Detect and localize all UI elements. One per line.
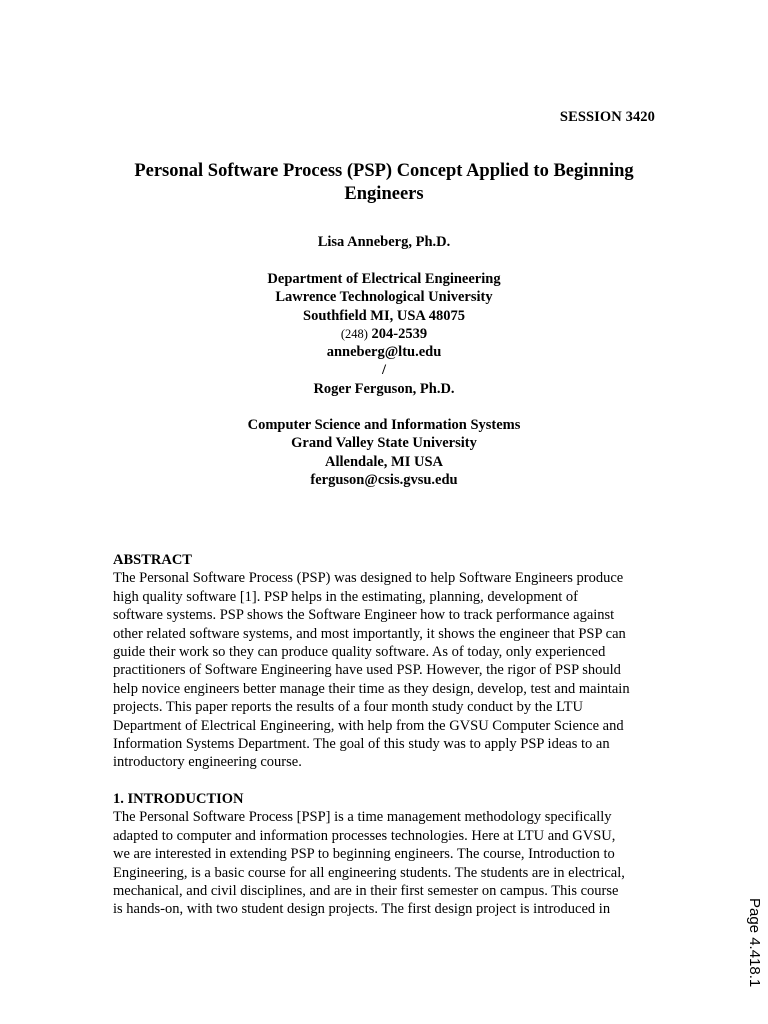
author-2-name: Roger Ferguson, Ph.D.	[313, 380, 455, 397]
author-1-name: Lisa Anneberg, Ph.D.	[317, 234, 451, 250]
author-separator: /	[381, 362, 387, 379]
session-label: SESSION 3420	[559, 109, 655, 125]
abstract-line: projects. This paper reports the results of a four month study conduct by the LTU	[113, 699, 583, 716]
introduction-heading: 1. INTRODUCTION	[113, 791, 244, 807]
author-2-email: ferguson@csis.gvsu.edu	[310, 471, 458, 488]
abstract-heading: ABSTRACT	[113, 552, 192, 568]
author-2-department: Computer Science and Information Systems	[247, 417, 521, 433]
author-2-location: Allendale, MI USA	[324, 453, 444, 470]
author-1-email: anneberg@ltu.edu	[326, 344, 442, 361]
introduction-section	[113, 790, 658, 919]
abstract-line: The Personal Software Process (PSP) was designed to help Software Engineers produce	[113, 570, 624, 587]
abstract-line: guide their work so they can produce quality software. As of today, only experienced	[113, 644, 606, 661]
introduction-line: Engineering, is a basic course for all engineering students. The students are in electrical,	[113, 864, 625, 881]
abstract-line: high quality software [1]. PSP helps in the estimating, planning, development of	[113, 588, 579, 605]
author-1-name-block	[100, 233, 668, 251]
abstract-section	[113, 551, 658, 772]
abstract-line: other related software systems, and most importantly, it shows the engineer that PSP can	[113, 625, 626, 642]
abstract-line: introductory engineering course.	[113, 754, 302, 771]
paper-title	[120, 160, 648, 206]
abstract-line: Information Systems Department. The goal of this study was to apply PSP ideas to an	[113, 736, 610, 753]
abstract-line: Department of Electrical Engineering, with help from the GVSU Computer Science and	[113, 717, 624, 734]
introduction-line: mechanical, and civil disciplines, and are in their first semester on campus. This course	[113, 883, 619, 900]
author-1-phone-number: 204-2539	[371, 325, 428, 342]
title-line: Personal Software Process (PSP) Concept Applied to Beginning	[134, 161, 634, 181]
author-1-phone	[100, 325, 668, 343]
author-1-location: Southfield MI, USA 48075	[303, 307, 465, 324]
author-1-department: Department of Electrical Engineering	[267, 271, 501, 287]
introduction-line: The Personal Software Process [PSP] is a time management methodology specifically	[113, 809, 612, 826]
author-1-affiliation	[100, 270, 668, 398]
page-number: Page 4.418.1	[746, 898, 763, 988]
introduction-line: adapted to computer and information processes technologies. Here at LTU and GVSU,	[113, 827, 616, 844]
author-1-university: Lawrence Technological University	[275, 289, 493, 306]
introduction-line: is hands-on, with two student design projects. The first design project is introduced in	[113, 901, 611, 918]
author-2-university: Grand Valley State University	[291, 435, 477, 452]
abstract-line: practitioners of Software Engineering have used PSP. However, the rigor of PSP should	[113, 662, 621, 679]
abstract-line: help novice engineers better manage their time as they design, develop, test and maintain	[113, 680, 630, 697]
author-1-phone-area: (248)	[340, 326, 368, 341]
title-line: Engineers	[344, 184, 424, 204]
abstract-line: software systems. PSP shows the Software Engineer how to track performance against	[113, 607, 615, 624]
introduction-line: we are interested in extending PSP to beginning engineers. The course, Introduction to	[113, 846, 615, 863]
author-2-affiliation	[100, 416, 668, 489]
